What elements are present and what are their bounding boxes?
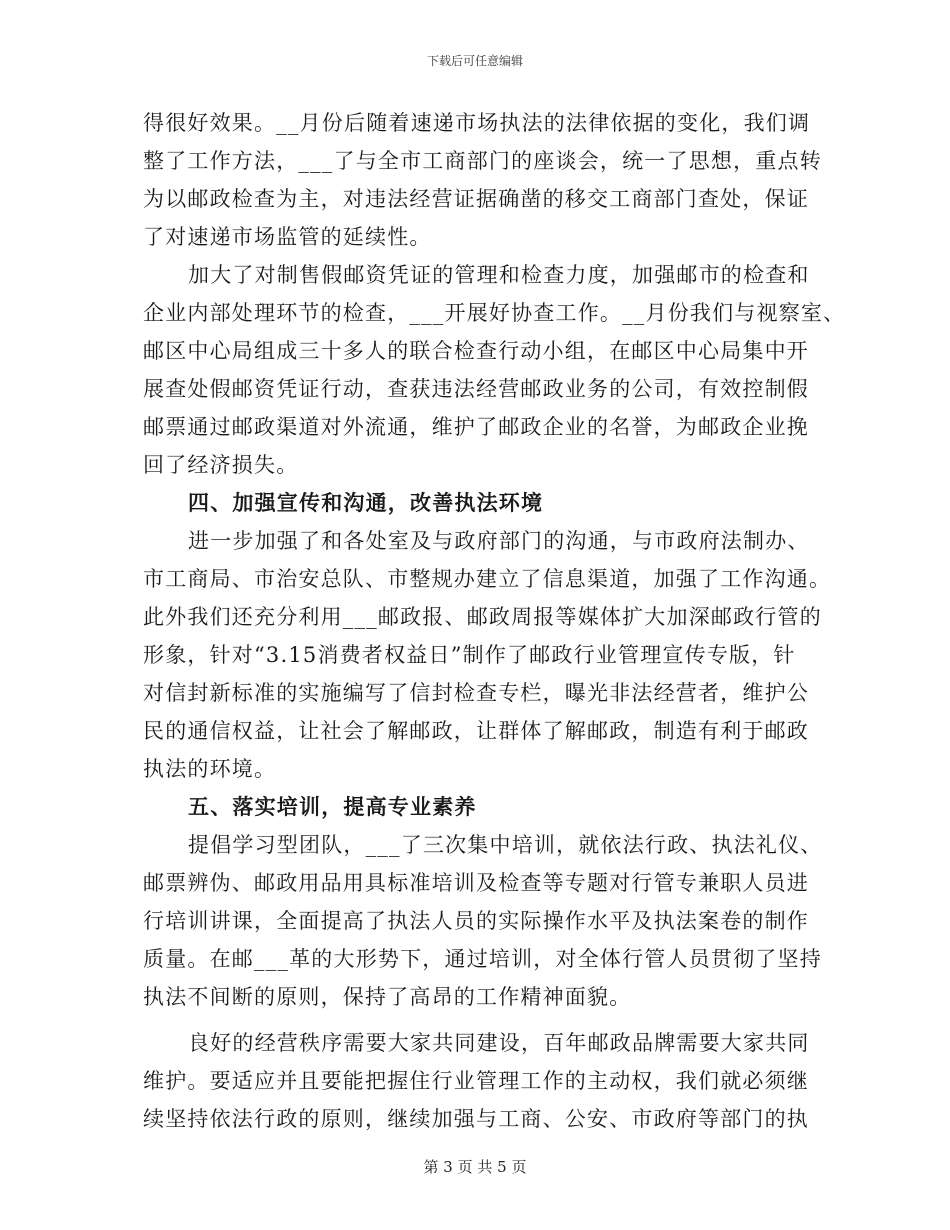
paragraph-line: 对信封新标准的实施编写了信封检查专栏，曝光非法经营者，维护公 bbox=[143, 681, 809, 705]
paragraph-line: 市工商局、市治安总队、市整规办建立了信息渠道，加强了工作沟通。 bbox=[143, 567, 832, 591]
paragraph-line: 提倡学习型团队，___了三次集中培训，就依法行政、执法礼仪、 bbox=[188, 833, 823, 857]
paragraph-line: 续坚持依法行政的原则，继续加强与工商、公安、市政府等部门的执 bbox=[143, 1107, 809, 1131]
paragraph-line: 行培训讲课，全面提高了执法人员的实际操作水平及执法案卷的制作 bbox=[143, 909, 809, 933]
paragraph-line: 此外我们还充分利用___邮政报、邮政周报等媒体扩大加深邮政行管的 bbox=[143, 605, 822, 629]
page-header: 下载后可任意编辑 bbox=[426, 54, 523, 68]
paragraph-line: 形象，针对“3.15消费者权益日”制作了邮政行业管理宣传专版，针 bbox=[143, 643, 796, 667]
paragraph-line: 良好的经营秩序需要大家共同建设，百年邮政品牌需要大家共同 bbox=[188, 1031, 810, 1055]
paragraph-line: 加大了对制售假邮资凭证的管理和检查力度，加强邮市的检查和 bbox=[188, 263, 810, 287]
section-heading: 四、加强宣传和沟通，改善执法环境 bbox=[188, 490, 544, 515]
paragraph-line: 为以邮政检查为主，对违法经营证据确凿的移交工商部门查处，保证 bbox=[143, 187, 809, 211]
paragraph-line: 邮票辨伪、邮政用品用具标准培训及检查等专题对行管专兼职人员进 bbox=[143, 871, 809, 895]
paragraph-line: 了对速递市场监管的延续性。 bbox=[143, 225, 432, 249]
paragraph-line: 执法的环境。 bbox=[143, 757, 277, 781]
paragraph-line: 展查处假邮资凭证行动，查获违法经营邮政业务的公司，有效控制假 bbox=[143, 377, 809, 401]
paragraph-line: 邮区中心局组成三十多人的联合检查行动小组，在邮区中心局集中开 bbox=[143, 339, 809, 363]
paragraph-line: 邮票通过邮政渠道对外流通，维护了邮政企业的名誉，为邮政企业挽 bbox=[143, 415, 809, 439]
section-heading: 五、落实培训，提高专业素养 bbox=[188, 794, 477, 819]
paragraph-line: 质量。在邮___革的大形势下，通过培训，对全体行管人员贯彻了坚持 bbox=[143, 947, 822, 971]
page-footer: 第 3 页 共 5 页 bbox=[423, 1158, 527, 1176]
paragraph-line: 维护。要适应并且要能把握住行业管理工作的主动权，我们就必须继 bbox=[143, 1069, 809, 1093]
paragraph-line: 回了经济损失。 bbox=[143, 453, 299, 477]
paragraph-line: 企业内部处理环节的检查，___开展好协查工作。__月份我们与视察室、 bbox=[143, 301, 846, 325]
paragraph-line: 整了工作方法，___了与全市工商部门的座谈会，统一了思想，重点转 bbox=[143, 149, 822, 173]
paragraph-line: 执法不间断的原则，保持了高昂的工作精神面貌。 bbox=[143, 985, 632, 1009]
paragraph-line: 进一步加强了和各处室及与政府部门的沟通，与市政府法制办、 bbox=[188, 529, 810, 553]
paragraph-line: 民的通信权益，让社会了解邮政，让群体了解邮政，制造有利于邮政 bbox=[143, 719, 809, 743]
paragraph-line: 得很好效果。__月份后随着速递市场执法的法律依据的变化，我们调 bbox=[143, 111, 811, 135]
